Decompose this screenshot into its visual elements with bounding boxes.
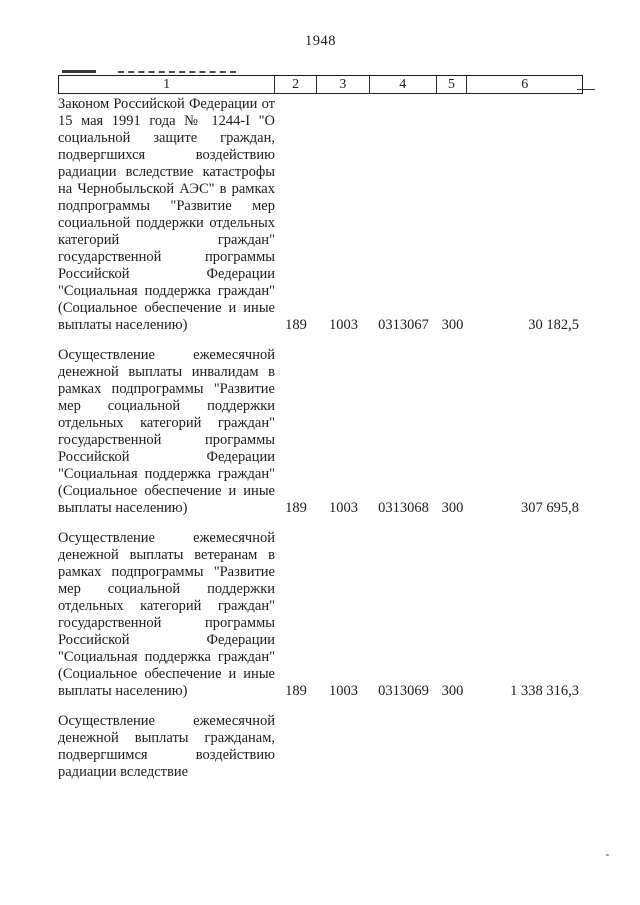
table-row — [58, 347, 583, 517]
budget-table — [58, 75, 583, 781]
row-code-razdel — [317, 713, 370, 781]
row-code-target: 0313067 — [378, 317, 429, 333]
column-header-2: 2 — [275, 76, 317, 93]
row-code-razdel: 1003 — [329, 500, 358, 516]
table-row — [58, 96, 583, 334]
row-code-target: 0313068 — [378, 500, 429, 516]
row-code-razdel: 1003 — [329, 683, 358, 699]
row-code-target — [370, 713, 437, 781]
column-header-1: 1 — [59, 76, 275, 93]
table-row-truncated — [58, 713, 583, 781]
row-code-glava — [275, 713, 317, 781]
row-code-target: 0313069 — [378, 683, 429, 699]
table-column-header-row — [58, 75, 583, 94]
row-description: Осуществление ежемесячной денежной выплаты инвалидам в рамках подпрограммы "Развитие мер социальной поддержки отдельных категорий граждан" государственной программы Российской Федерации "Социальная поддержка граждан" (Социальное обеспечение и иные выплаты населению) — [58, 347, 275, 516]
page-number: 1948 — [305, 33, 336, 49]
row-code-vid — [437, 713, 468, 781]
scan-artifact-smudge — [62, 70, 96, 73]
row-code-glava: 189 — [285, 500, 307, 516]
row-code-glava: 189 — [285, 317, 307, 333]
row-amount — [468, 713, 583, 781]
scan-artifact-dashes — [118, 71, 236, 73]
column-header-6: 6 — [521, 76, 529, 92]
row-description: Осуществление ежемесячной денежной выплаты ветеранам в рамках подпрограммы "Развитие мер социальной поддержки отдельных категорий граждан" государственной программы Российской Федерации "Социальная поддержка граждан" (Социальное обеспечение и иные выплаты населению) — [58, 530, 275, 699]
row-code-vid: 300 — [441, 683, 464, 699]
column-header-4: 4 — [370, 76, 437, 93]
row-code-vid: 300 — [441, 500, 464, 516]
row-amount: 1 338 316,3 — [510, 683, 579, 699]
row-amount: 307 695,8 — [521, 500, 579, 516]
row-code-vid: 300 — [441, 317, 464, 333]
scan-speck — [606, 854, 609, 856]
row-amount: 30 182,5 — [528, 317, 579, 333]
table-row — [58, 530, 583, 700]
row-code-razdel: 1003 — [329, 317, 358, 333]
row-description: Законом Российской Федерации от 15 мая 1991 года № 1244-I "О социальной защите граждан, подвергшихся воздействию радиации вследствие катастрофы на Чернобыльской АЭС" в рамках подпрограммы "Развитие мер социальной поддержки отдельных категорий граждан" государственной программы Российской Федерации "Социальная поддержка граждан" (Социальное обеспечение и иные выплаты населению) — [58, 96, 275, 333]
row-code-glava: 189 — [285, 683, 307, 699]
row-description: Осуществление ежемесячной денежной выплаты гражданам, подвергшимся воздействию радиации вследствие — [58, 713, 275, 780]
column-header-3: 3 — [317, 76, 370, 93]
column-header-5: 5 — [437, 76, 468, 93]
